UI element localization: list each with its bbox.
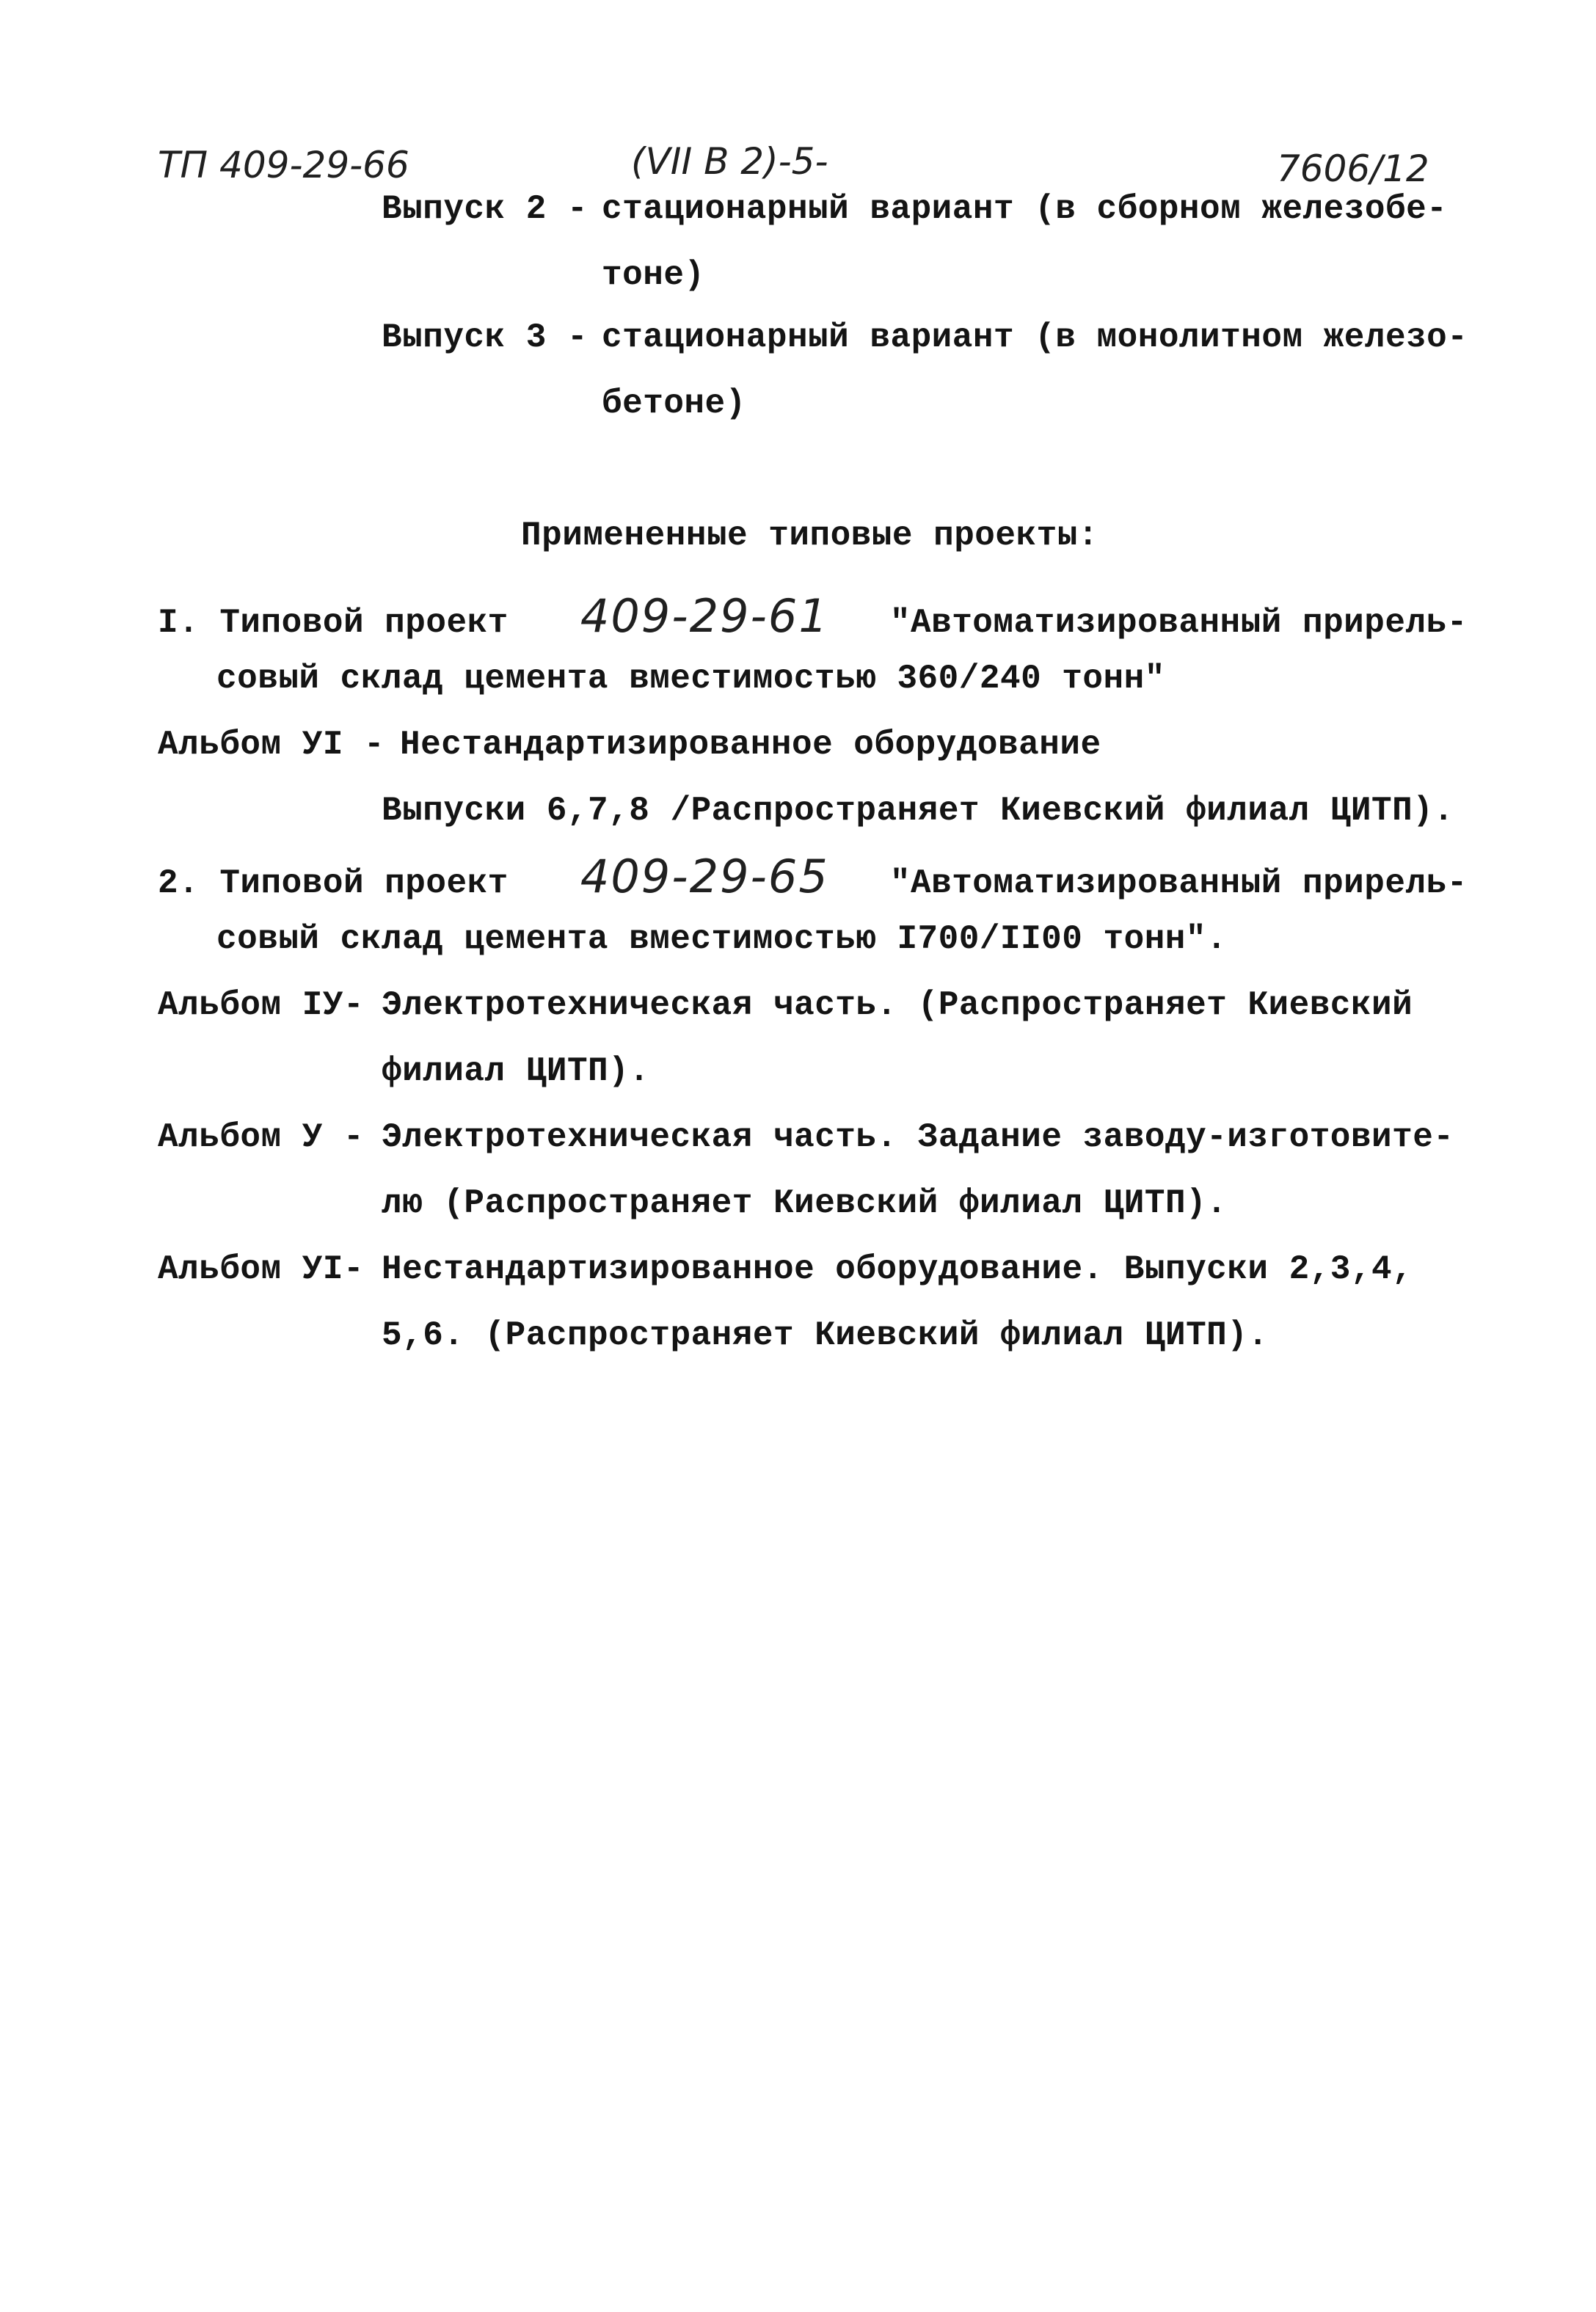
project-2-title: "Автоматизированный прирель- <box>889 864 1468 902</box>
project-1-album-label: Альбом УI - <box>158 726 385 764</box>
project-2-album-5-text: Электротехническая часть. Задание заводу-изготовите- <box>382 1118 1454 1156</box>
project-1-album-text: Нестандартизированное оборудование <box>400 726 1101 764</box>
release-2-text: стационарный вариант (в сборном железобе- <box>602 190 1448 228</box>
project-2-line-1 <box>158 850 1468 905</box>
project-2-album-5-label: Альбом У - <box>158 1118 365 1156</box>
project-2-album-6-text: Нестандартизированное оборудование. Выпуски 2,3,4, <box>382 1250 1413 1288</box>
project-1-number: 409-29-61 <box>580 589 829 643</box>
project-2-album-6-label: Альбом УI- <box>158 1250 365 1288</box>
section-title: Примененные типовые проекты: <box>521 517 1098 555</box>
project-2-album-4-text: Электротехническая часть. (Распространяет Киевский <box>382 986 1413 1024</box>
project-1-line-1 <box>158 589 1468 645</box>
project-2-prefix: 2. Типовой проект <box>158 864 509 902</box>
project-2-album-4-text-continued: филиал ЦИТП). <box>382 1052 650 1090</box>
project-2-album-4-label: Альбом IУ- <box>158 986 365 1024</box>
project-1-album-releases: Выпуски 6,7,8 /Распространяет Киевский филиал ЦИТП). <box>382 792 1454 830</box>
document-code-left: ТП 409-29-66 <box>158 144 409 186</box>
release-3-text-continued: бетоне) <box>602 384 746 423</box>
document-code-center: (VII В 2)-5- <box>631 140 828 183</box>
project-2-title-continued: совый склад цемента вместимостью I700/II00 тонн". <box>216 920 1228 958</box>
project-2-number: 409-29-65 <box>580 850 829 903</box>
project-1-title: "Автоматизированный прирель- <box>889 604 1468 642</box>
release-2-label: Выпуск 2 - <box>382 190 589 228</box>
release-2-text-continued: тоне) <box>602 256 705 294</box>
release-3-text: стационарный вариант (в монолитном железо- <box>602 318 1468 357</box>
project-2-album-6-text-continued: 5,6. (Распространяет Киевский филиал ЦИТП). <box>382 1316 1269 1354</box>
project-2-album-5-text-continued: лю (Распространяет Киевский филиал ЦИТП). <box>382 1184 1228 1222</box>
project-1-prefix: I. Типовой проект <box>158 604 509 642</box>
release-3-label: Выпуск 3 - <box>382 318 589 357</box>
document-code-right: 7606/12 <box>1277 147 1429 190</box>
project-1-title-continued: совый склад цемента вместимостью 360/240 тонн" <box>216 660 1165 698</box>
